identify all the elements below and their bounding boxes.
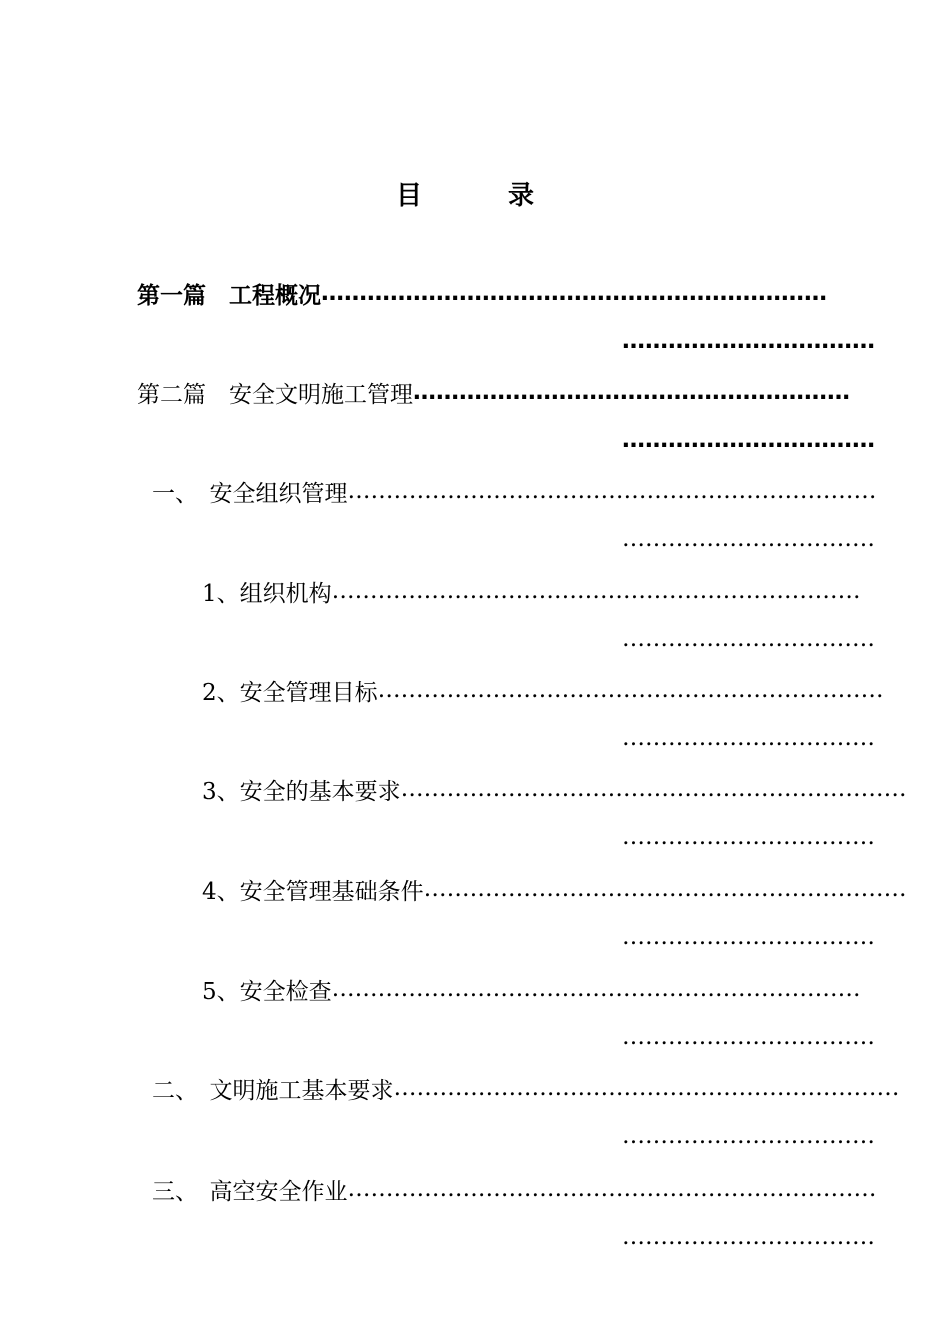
toc-entry-label: 一、 安全组织管理 [152,480,348,507]
toc-leader-dots-continued: …………………………… [622,328,875,354]
toc-leader-dots-continued: …………………………… [622,824,875,850]
toc-leader-dots-continued: …………………………… [622,526,875,552]
toc-leader-dots-continued: …………………………… [622,1024,875,1050]
title-char-2: 录 [508,181,535,211]
toc-entry-label: 第二篇 安全文明施工管理 [137,381,413,408]
toc-leader-dots-continued: …………………………… [622,924,875,950]
toc-leader-dots: ………………………………………………………… [400,776,907,802]
toc-title [0,175,950,215]
toc-leader-dots-continued: …………………………… [622,1123,875,1149]
toc-leader-dots-continued: …………………………… [622,427,875,453]
toc-entry-label: 二、 文明施工基本要求 [152,1077,394,1104]
toc-leader-dots: ………………………………………………… [413,379,850,405]
toc-leader-dots: ……………………………………………………… [423,876,907,902]
toc-leader-dots-continued: …………………………… [622,1224,875,1250]
toc-entry-label: 三、 高空安全作业 [152,1178,348,1205]
toc-leader-dots: …………………………………………………………… [331,578,861,604]
toc-entry-label: 5、安全检查 [202,978,332,1005]
toc-leader-dots: ………………………………………………………… [393,1075,900,1101]
toc-entry-label: 第一篇 工程概况 [137,282,321,309]
toc-leader-dots: …………………………………………………………… [331,976,861,1002]
toc-leader-dots-continued: …………………………… [622,626,875,652]
toc-entry-label: 4、安全管理基础条件 [202,878,424,905]
toc-leader-dots: …………………………………………………………… [347,478,877,504]
toc-leader-dots: ………………………………………………………… [377,677,884,703]
toc-entry-label: 2、安全管理目标 [202,679,378,706]
title-char-1: 目 [396,181,423,211]
toc-entry-label: 3、安全的基本要求 [202,778,401,805]
toc-leader-dots: …………………………………………………………… [347,1176,877,1202]
toc-entry-label: 1、组织机构 [202,580,332,607]
toc-leader-dots-continued: …………………………… [622,725,875,751]
toc-leader-dots: ………………………………………………………… [321,280,827,306]
